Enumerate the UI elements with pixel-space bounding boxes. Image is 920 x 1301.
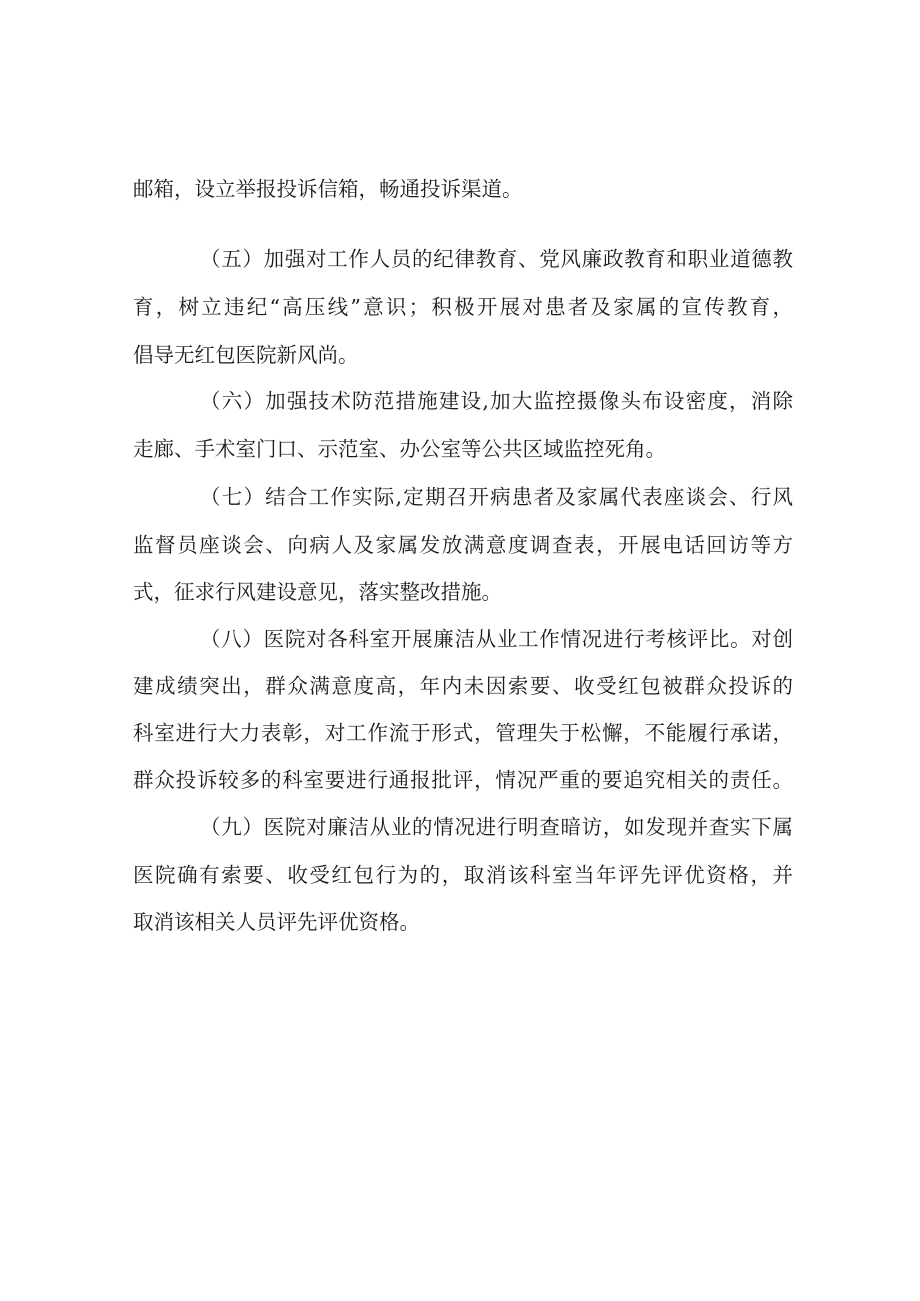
text-line: （八）医院对各科室开展廉洁从业工作情况进行考核评比。对创 — [200, 627, 793, 651]
text-line: 式，征求行风建设意见，落实整改措施。 — [133, 580, 502, 604]
text-line: 建成绩突出，群众满意度高，年内未因索要、收受红包被群众投诉的 — [133, 674, 793, 698]
text-line: 邮箱，设立举报投诉信箱，畅通投诉渠道。 — [133, 177, 523, 201]
text-line: （五）加强对工作人员的纪律教育、党风廉政教育和职业道德教 — [200, 247, 793, 271]
text-line: 育，树立违纪“高压线”意识；积极开展对患者及家属的宣传教育， — [133, 295, 793, 319]
text-line: 群众投诉较多的科室要进行通报批评，情况严重的要追究相关的责任。 — [133, 768, 793, 792]
text-line: 倡导无红包医院新风尚。 — [133, 343, 359, 367]
text-line: 监督员座谈会、向病人及家属发放满意度调查表，开展电话回访等方 — [133, 533, 793, 557]
text-line: （九）医院对廉洁从业的情况进行明查暗访，如发现并查实下属 — [200, 815, 793, 839]
text-line: 科室进行大力表彰，对工作流于形式，管理失于松懈，不能履行承诺， — [133, 721, 793, 745]
text-line: 医院确有索要、收受红包行为的，取消该科室当年评先评优资格，并 — [133, 863, 793, 887]
text-line: （七）结合工作实际,定期召开病患者及家属代表座谈会、行风 — [200, 485, 793, 509]
text-line: 取消该相关人员评先评优资格。 — [133, 910, 420, 934]
text-line: （六）加强技术防范措施建设,加大监控摄像头布设密度，消除 — [200, 389, 793, 413]
text-line: 走廊、手术室门口、示范室、办公室等公共区域监控死角。 — [133, 437, 666, 461]
